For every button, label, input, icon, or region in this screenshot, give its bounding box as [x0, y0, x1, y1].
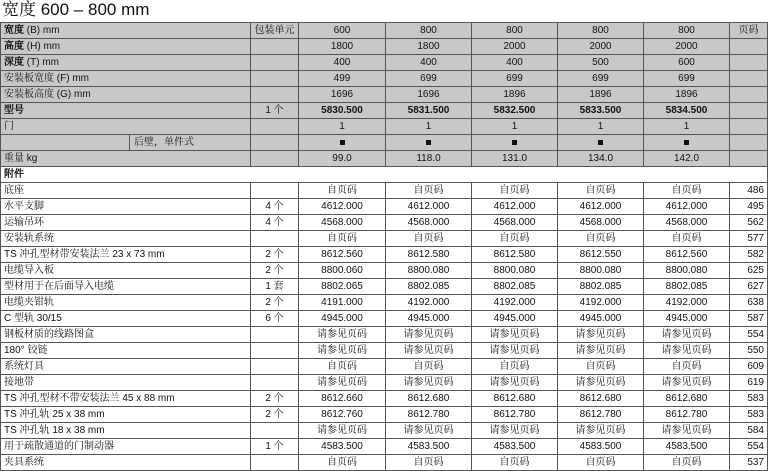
accessory-part-number: 8800.060 — [299, 263, 386, 279]
accessory-part-number: 8612.680 — [386, 391, 472, 407]
accessory-part-number: 4612.000 — [472, 199, 558, 215]
accessory-part-number: 自页码 — [386, 183, 472, 199]
page-cell — [730, 87, 768, 103]
unit-cell — [251, 151, 299, 167]
accessory-page: 584 — [730, 423, 768, 439]
dimension-label — [1, 55, 251, 71]
accessory-unit — [251, 327, 299, 343]
page-cell — [730, 71, 768, 87]
model-number: 5830.500 — [299, 103, 386, 119]
table-header-row — [1, 23, 768, 39]
accessory-page: 583 — [730, 407, 768, 423]
dimension-row — [1, 71, 768, 87]
accessory-page: 537 — [730, 455, 768, 471]
included-marker-cell — [299, 135, 386, 151]
accessory-part-number: 8612.680 — [644, 391, 730, 407]
rear-wall-label-cell — [1, 135, 251, 151]
accessory-part-number: 请参见页码 — [386, 343, 472, 359]
model-number: 5831.500 — [386, 103, 472, 119]
accessory-part-number: 8612.680 — [558, 391, 644, 407]
accessory-part-number: 自页码 — [386, 359, 472, 375]
rear-wall-row — [1, 135, 768, 151]
dimension-row — [1, 55, 768, 71]
accessory-row — [1, 375, 768, 391]
accessory-unit: 2 个 — [251, 407, 299, 423]
dimension-value: 1896 — [558, 87, 644, 103]
accessory-part-number: 自页码 — [644, 231, 730, 247]
accessory-unit — [251, 343, 299, 359]
accessory-part-number: 8612.550 — [558, 247, 644, 263]
accessory-page: 550 — [730, 343, 768, 359]
dimension-value: 699 — [644, 71, 730, 87]
unit-cell — [251, 135, 299, 151]
accessory-part-number: 请参见页码 — [299, 327, 386, 343]
width-value: 600 — [299, 23, 386, 39]
dimension-value: 1696 — [386, 87, 472, 103]
dimension-label-prefix: 安装板高度 — [4, 89, 54, 100]
spec-table-body — [1, 23, 768, 471]
accessory-unit: 2 个 — [251, 295, 299, 311]
accessory-name: 型材用于在后面导入电缆 — [1, 279, 251, 295]
width-value: 800 — [644, 23, 730, 39]
accessory-page: 577 — [730, 231, 768, 247]
accessory-part-number: 自页码 — [299, 359, 386, 375]
accessory-part-number: 4568.000 — [472, 215, 558, 231]
included-marker-cell — [558, 135, 644, 151]
dimension-value: 2000 — [472, 39, 558, 55]
accessory-part-number: 4583.500 — [644, 439, 730, 455]
accessory-unit — [251, 455, 299, 471]
dimension-row — [1, 87, 768, 103]
accessory-part-number: 自页码 — [299, 231, 386, 247]
accessory-part-number: 8802.065 — [299, 279, 386, 295]
accessory-page: 562 — [730, 215, 768, 231]
indent-spacer — [4, 135, 130, 150]
page-cell — [730, 151, 768, 167]
dimension-label — [1, 71, 251, 87]
door-row — [1, 119, 768, 135]
accessory-part-number: 自页码 — [644, 359, 730, 375]
accessory-part-number: 请参见页码 — [558, 343, 644, 359]
door-count: 1 — [472, 119, 558, 135]
accessory-name: C 型轨 30/15 — [1, 311, 251, 327]
dimension-value: 2000 — [644, 39, 730, 55]
accessory-part-number: 4945.000 — [644, 311, 730, 327]
accessory-page: 582 — [730, 247, 768, 263]
accessory-part-number: 自页码 — [472, 183, 558, 199]
weight-label: 重量 kg — [1, 151, 251, 167]
accessory-part-number: 请参见页码 — [558, 375, 644, 391]
accessory-page: 554 — [730, 327, 768, 343]
accessory-unit: 4 个 — [251, 215, 299, 231]
dimension-label-code: (H) mm — [24, 41, 61, 52]
accessory-page: 609 — [730, 359, 768, 375]
door-count: 1 — [299, 119, 386, 135]
accessory-unit — [251, 231, 299, 247]
included-marker-cell — [386, 135, 472, 151]
door-label: 门 — [1, 119, 251, 135]
accessory-name: 180° 铰链 — [1, 343, 251, 359]
accessory-part-number: 8612.780 — [558, 407, 644, 423]
accessory-unit: 4 个 — [251, 199, 299, 215]
page-cell — [730, 39, 768, 55]
accessory-part-number: 4612.000 — [386, 199, 472, 215]
accessory-row — [1, 215, 768, 231]
unit-cell — [251, 119, 299, 135]
accessory-part-number: 自页码 — [299, 455, 386, 471]
accessory-row — [1, 183, 768, 199]
dimension-value: 600 — [644, 55, 730, 71]
section-title: 附件 — [1, 167, 768, 183]
unit-cell — [251, 71, 299, 87]
accessory-part-number: 4612.000 — [644, 199, 730, 215]
dimension-value: 1896 — [472, 87, 558, 103]
accessory-part-number: 4945.000 — [299, 311, 386, 327]
accessory-name: 电缆夹钳轨 — [1, 295, 251, 311]
accessory-part-number: 自页码 — [644, 183, 730, 199]
accessory-part-number: 自页码 — [558, 183, 644, 199]
accessory-part-number: 4612.000 — [558, 199, 644, 215]
included-marker-cell — [644, 135, 730, 151]
accessory-row — [1, 439, 768, 455]
accessory-part-number: 4945.000 — [558, 311, 644, 327]
accessory-part-number: 自页码 — [472, 231, 558, 247]
accessory-row — [1, 343, 768, 359]
accessory-page: 587 — [730, 311, 768, 327]
accessory-part-number: 请参见页码 — [386, 375, 472, 391]
dimension-label-prefix: 安装板宽度 — [4, 73, 54, 84]
dimension-value: 1800 — [386, 39, 472, 55]
accessory-part-number: 8802.085 — [644, 279, 730, 295]
accessory-row — [1, 359, 768, 375]
accessory-name: 运输吊环 — [1, 215, 251, 231]
dimension-label-code: (T) mm — [24, 57, 59, 68]
accessory-part-number: 8802.085 — [386, 279, 472, 295]
dimension-value: 699 — [472, 71, 558, 87]
dimension-value: 1896 — [644, 87, 730, 103]
model-number: 5833.500 — [558, 103, 644, 119]
accessory-part-number: 请参见页码 — [558, 423, 644, 439]
accessory-unit — [251, 423, 299, 439]
accessory-part-number: 自页码 — [558, 359, 644, 375]
accessory-part-number: 8800.080 — [644, 263, 730, 279]
accessory-part-number: 8800.080 — [558, 263, 644, 279]
accessory-unit — [251, 375, 299, 391]
rear-wall-label: 后壁，单件式 — [134, 137, 194, 148]
spec-table — [0, 22, 768, 471]
accessory-part-number: 8802.085 — [558, 279, 644, 295]
included-square-icon — [598, 140, 603, 145]
accessory-part-number: 请参见页码 — [299, 423, 386, 439]
dimension-value: 699 — [558, 71, 644, 87]
accessory-unit: 6 个 — [251, 311, 299, 327]
accessory-name: 夹具系统 — [1, 455, 251, 471]
accessory-part-number: 4945.000 — [386, 311, 472, 327]
accessory-part-number: 4583.500 — [558, 439, 644, 455]
unit-cell — [251, 55, 299, 71]
accessory-part-number: 请参见页码 — [644, 327, 730, 343]
accessory-row — [1, 423, 768, 439]
width-label — [1, 23, 251, 39]
accessory-part-number: 4192.000 — [386, 295, 472, 311]
width-value: 800 — [558, 23, 644, 39]
model-number: 5834.500 — [644, 103, 730, 119]
unit-cell — [251, 39, 299, 55]
accessory-unit: 1 个 — [251, 439, 299, 455]
accessory-part-number: 8802.085 — [472, 279, 558, 295]
accessory-page: 554 — [730, 439, 768, 455]
accessory-name: 系统灯具 — [1, 359, 251, 375]
door-count: 1 — [386, 119, 472, 135]
dimension-label — [1, 39, 251, 55]
accessory-name: 钢板材质的线路图盒 — [1, 327, 251, 343]
accessory-unit — [251, 359, 299, 375]
accessory-unit: 2 个 — [251, 247, 299, 263]
dimension-label-prefix: 高度 — [4, 41, 24, 52]
accessory-part-number: 4583.500 — [386, 439, 472, 455]
accessory-part-number: 自页码 — [644, 455, 730, 471]
accessory-name: 接地带 — [1, 375, 251, 391]
accessory-part-number: 请参见页码 — [472, 423, 558, 439]
weight-value: 134.0 — [558, 151, 644, 167]
accessory-row — [1, 231, 768, 247]
accessory-part-number: 请参见页码 — [644, 423, 730, 439]
page-title: 宽度 600 – 800 mm — [2, 0, 150, 19]
model-number: 5832.500 — [472, 103, 558, 119]
included-square-icon — [340, 140, 345, 145]
accessory-name: 水平支脚 — [1, 199, 251, 215]
door-count: 1 — [558, 119, 644, 135]
dimension-value: 2000 — [558, 39, 644, 55]
accessory-page: 619 — [730, 375, 768, 391]
accessory-row — [1, 391, 768, 407]
accessory-name: TS 冲孔型材不带安装法兰 45 x 88 mm — [1, 391, 251, 407]
width-value: 800 — [472, 23, 558, 39]
accessory-part-number: 4568.000 — [644, 215, 730, 231]
page-header: 页码 — [730, 23, 768, 39]
accessory-unit: 2 个 — [251, 263, 299, 279]
included-square-icon — [426, 140, 431, 145]
accessory-part-number: 自页码 — [386, 231, 472, 247]
door-count: 1 — [644, 119, 730, 135]
accessory-part-number: 自页码 — [386, 455, 472, 471]
accessory-part-number: 8800.080 — [386, 263, 472, 279]
dimension-value: 499 — [299, 71, 386, 87]
accessory-part-number: 请参见页码 — [558, 327, 644, 343]
accessory-row — [1, 407, 768, 423]
unit-header: 包装单元 — [251, 23, 299, 39]
dimension-label — [1, 87, 251, 103]
accessory-unit — [251, 183, 299, 199]
accessory-part-number: 8612.680 — [472, 391, 558, 407]
included-marker-cell — [472, 135, 558, 151]
accessory-page: 486 — [730, 183, 768, 199]
included-square-icon — [684, 140, 689, 145]
model-label: 型号 — [1, 103, 251, 119]
accessory-page: 627 — [730, 279, 768, 295]
width-value: 800 — [386, 23, 472, 39]
accessory-row — [1, 311, 768, 327]
dimension-label-code: (G) mm — [54, 89, 91, 100]
accessory-part-number: 4192.000 — [558, 295, 644, 311]
accessory-row — [1, 327, 768, 343]
accessory-part-number: 8612.780 — [472, 407, 558, 423]
dimension-value: 699 — [386, 71, 472, 87]
accessory-part-number: 自页码 — [299, 183, 386, 199]
accessory-name: 安装轨系统 — [1, 231, 251, 247]
weight-value: 99.0 — [299, 151, 386, 167]
accessory-name: TS 冲孔轨 25 x 38 mm — [1, 407, 251, 423]
accessory-part-number: 8612.780 — [644, 407, 730, 423]
accessory-unit: 2 个 — [251, 391, 299, 407]
accessory-row — [1, 199, 768, 215]
page-cell — [730, 135, 768, 151]
accessory-page: 625 — [730, 263, 768, 279]
dimension-value: 500 — [558, 55, 644, 71]
accessory-part-number: 4568.000 — [558, 215, 644, 231]
accessory-name: 电缆导入板 — [1, 263, 251, 279]
page-cell — [730, 55, 768, 71]
unit-cell — [251, 87, 299, 103]
accessory-part-number: 4568.000 — [299, 215, 386, 231]
accessory-page: 495 — [730, 199, 768, 215]
accessory-part-number: 4568.000 — [386, 215, 472, 231]
accessory-part-number: 4583.500 — [299, 439, 386, 455]
accessory-part-number: 8612.760 — [299, 407, 386, 423]
dimension-value: 400 — [386, 55, 472, 71]
accessory-name: 用于疏散通道的门制动器 — [1, 439, 251, 455]
accessory-part-number: 请参见页码 — [644, 375, 730, 391]
accessory-row — [1, 263, 768, 279]
width-label-prefix: 宽度 — [4, 25, 24, 36]
accessory-row — [1, 455, 768, 471]
dimension-value: 1696 — [299, 87, 386, 103]
accessory-part-number: 自页码 — [472, 455, 558, 471]
accessory-part-number: 8612.580 — [386, 247, 472, 263]
accessory-name: TS 冲孔型材带安装法兰 23 x 73 mm — [1, 247, 251, 263]
dimension-label-code: (F) mm — [54, 73, 89, 84]
accessory-part-number: 请参见页码 — [472, 327, 558, 343]
accessory-part-number: 请参见页码 — [472, 375, 558, 391]
rear-wall-label-wrap — [4, 135, 247, 150]
accessory-part-number: 自页码 — [558, 231, 644, 247]
accessory-part-number: 8612.560 — [299, 247, 386, 263]
accessory-part-number: 4191.000 — [299, 295, 386, 311]
included-square-icon — [512, 140, 517, 145]
accessory-part-number: 8612.580 — [472, 247, 558, 263]
dimension-value: 400 — [299, 55, 386, 71]
model-row — [1, 103, 768, 119]
accessory-part-number: 4945.000 — [472, 311, 558, 327]
accessory-part-number: 8612.780 — [386, 407, 472, 423]
accessory-part-number: 4612.000 — [299, 199, 386, 215]
accessory-unit: 1 套 — [251, 279, 299, 295]
accessory-part-number: 请参见页码 — [299, 375, 386, 391]
accessory-part-number: 8800.080 — [472, 263, 558, 279]
width-label-code: (B) mm — [24, 25, 60, 36]
accessory-part-number: 请参见页码 — [386, 423, 472, 439]
accessory-part-number: 请参见页码 — [299, 343, 386, 359]
dimension-value: 400 — [472, 55, 558, 71]
accessory-name: TS 冲孔轨 18 x 38 mm — [1, 423, 251, 439]
accessory-row — [1, 295, 768, 311]
page-cell — [730, 119, 768, 135]
weight-row — [1, 151, 768, 167]
accessory-name: 底座 — [1, 183, 251, 199]
accessory-part-number: 请参见页码 — [386, 327, 472, 343]
accessory-part-number: 请参见页码 — [644, 343, 730, 359]
weight-value: 118.0 — [386, 151, 472, 167]
accessory-part-number: 8612.660 — [299, 391, 386, 407]
accessory-part-number: 自页码 — [472, 359, 558, 375]
dimension-label-prefix: 深度 — [4, 57, 24, 68]
page-cell — [730, 103, 768, 119]
accessory-part-number: 4192.000 — [644, 295, 730, 311]
weight-value: 131.0 — [472, 151, 558, 167]
accessory-page: 583 — [730, 391, 768, 407]
section-title-row — [1, 167, 768, 183]
accessory-part-number: 4192.000 — [472, 295, 558, 311]
dimension-value: 1800 — [299, 39, 386, 55]
accessory-row — [1, 247, 768, 263]
accessory-part-number: 请参见页码 — [472, 343, 558, 359]
accessory-page: 638 — [730, 295, 768, 311]
accessory-part-number: 自页码 — [558, 455, 644, 471]
accessory-row — [1, 279, 768, 295]
weight-value: 142.0 — [644, 151, 730, 167]
accessory-part-number: 4583.500 — [472, 439, 558, 455]
dimension-row — [1, 39, 768, 55]
model-unit: 1 个 — [251, 103, 299, 119]
accessory-part-number: 8612.560 — [644, 247, 730, 263]
